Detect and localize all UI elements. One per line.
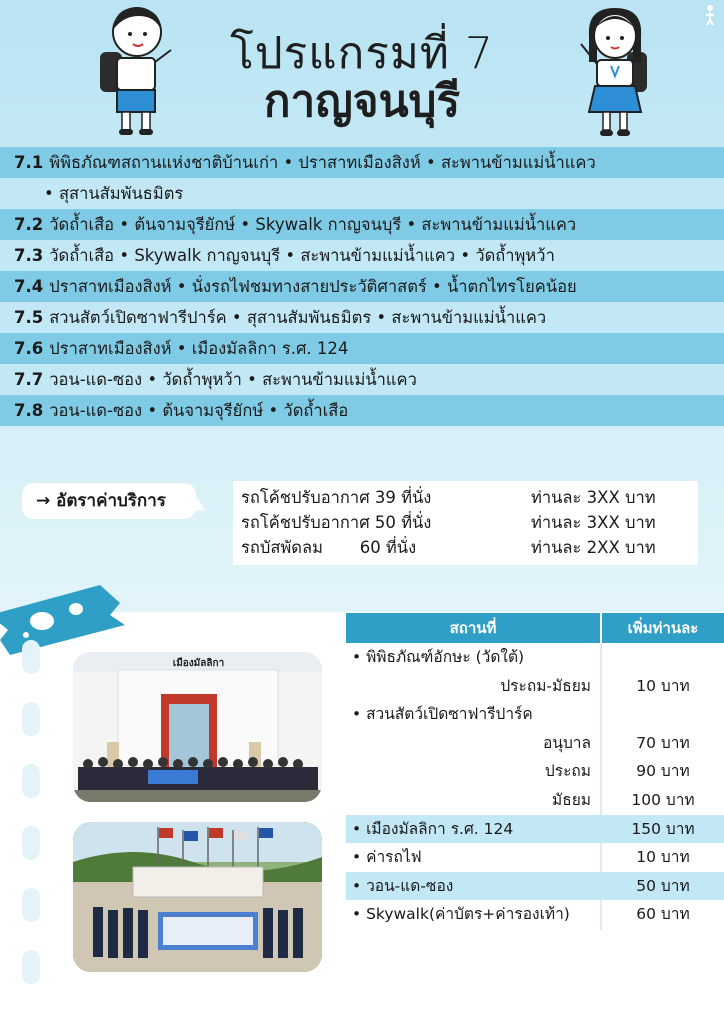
fee-row [346,900,724,929]
program-row [0,333,724,364]
group-photo-gate [73,652,322,802]
fee-place: มัธยม [552,790,591,809]
fee-row [346,843,724,872]
program-number: 7.5 [14,308,44,327]
rate-vehicle: รถโค้ชปรับอากาศ 50 ที่นั่ง [241,513,432,532]
rate-price: ท่านละ 3XX บาท [531,488,656,507]
rates-box [233,481,698,565]
program-text: • สุสานสัมพันธมิตร [44,184,184,203]
fee-place: อนุบาล [543,733,591,752]
program-row [0,209,724,240]
program-row [0,364,724,395]
program-text: วัดถ้ำเสือ • Skywalk กาญจนบุรี • สะพานข้ามแม่น้ำแคว • วัดถ้ำพุหว้า [49,246,555,265]
rate-line [241,535,656,559]
page-title-line1: โปรแกรมที่ 7 [230,28,494,79]
fee-place: • เมืองมัลลิกา ร.ศ. 124 [352,819,514,838]
rates-label-bubble: → อัตราค่าบริการ [22,483,196,519]
fee-place: • ค่ารถไฟ [352,848,422,867]
notebook-hole [22,826,40,860]
fee-place: • วอน-แด-ซอง [352,876,454,895]
program-number: 7.2 [14,215,44,234]
program-row-continued [0,178,724,209]
fee-amount: 90 บาท [636,762,690,781]
program-number: 7.4 [14,277,44,296]
program-text: วัดถ้ำเสือ • ต้นจามจุรียักษ์ • Skywalk กาญจนบุรี • สะพานข้ามแม่น้ำแคว [49,215,577,234]
program-row [0,240,724,271]
fee-place: • สวนสัตว์เปิดซาฟารีปาร์ค [352,705,533,724]
program-text: ปราสาทเมืองสิงห์ • เมืองมัลลิกา ร.ศ. 124 [49,339,349,358]
fee-row [346,815,724,844]
rate-vehicle: รถโค้ชปรับอากาศ 39 ที่นั่ง [241,488,432,507]
tiny-figure-icon [702,4,718,26]
fee-table-header [346,613,724,643]
fee-amount: 50 บาท [636,876,690,895]
program-row [0,147,724,178]
fee-row [346,872,724,901]
group-photo-flags [73,822,322,972]
program-row [0,395,724,426]
program-number: 7.1 [14,153,44,172]
fee-row [346,700,724,729]
fee-row [346,757,724,786]
program-number: 7.7 [14,370,44,389]
fee-amount: 10 บาท [636,848,690,867]
fee-amount: 70 บาท [636,733,690,752]
program-text: วอน-แด-ซอง • วัดถ้ำพุหว้า • สะพานข้ามแม่น้ำแคว [49,370,417,389]
fee-row [346,729,724,758]
fee-row [346,643,724,672]
rate-vehicle: รถบัสพัดลม 60 ที่นั่ง [241,538,417,557]
fee-place: • พิพิธภัณฑ์อักษะ (วัดใต้) [352,648,525,666]
fee-table [346,643,724,929]
fee-amount: 150 บาท [631,819,695,838]
fee-place: ประถม-มัธยม [500,676,591,695]
rate-price: ท่านละ 2XX บาท [531,538,656,557]
notebook-hole [22,888,40,922]
fee-place: ประถม [544,762,591,781]
notebook-hole [22,640,40,674]
program-text: สวนสัตว์เปิดซาฟารีปาร์ค • สุสานสัมพันธมิตร • สะพานข้ามแม่น้ำแคว [49,308,547,327]
program-row [0,302,724,333]
gate-sign-text: เมืองมัลลิกา [172,658,225,669]
fee-header-place: สถานที่ [449,619,497,637]
notebook-hole [22,764,40,798]
rate-line [241,485,656,509]
program-number: 7.8 [14,401,44,420]
program-text: พิพิธภัณฑสถานแห่งชาติบ้านเก่า • ปราสาทเมืองสิงห์ • สะพานข้ามแม่น้ำแคว [49,153,596,172]
notebook-hole [22,950,40,984]
fee-place: • Skywalk(ค่าบัตร+ค่ารองเท้า) [352,905,570,924]
fee-amount: 10 บาท [636,676,690,695]
boy-illustration [95,2,175,137]
fee-amount: 60 บาท [636,905,690,924]
fee-row [346,672,724,701]
program-text: ปราสาทเมืองสิงห์ • นั่งรถไฟชมทางสายประวัติศาสตร์ • น้ำตกไทรโยคน้อย [49,277,577,296]
rate-price: ท่านละ 3XX บาท [531,513,656,532]
program-row [0,271,724,302]
fee-row [346,786,724,815]
fee-header-amount: เพิ่มท่านละ [627,619,699,637]
rate-line [241,510,656,534]
girl-illustration [575,4,655,139]
program-number: 7.3 [14,246,44,265]
program-text: วอน-แด-ซอง • ต้นจามจุรียักษ์ • วัดถ้ำเสือ [49,401,349,420]
page-title-line2: กาญจนบุรี [263,76,461,127]
torn-tape-decoration [0,585,130,655]
notebook-hole [22,702,40,736]
program-number: 7.6 [14,339,44,358]
fee-amount: 100 บาท [631,790,695,809]
program-list [0,147,724,426]
